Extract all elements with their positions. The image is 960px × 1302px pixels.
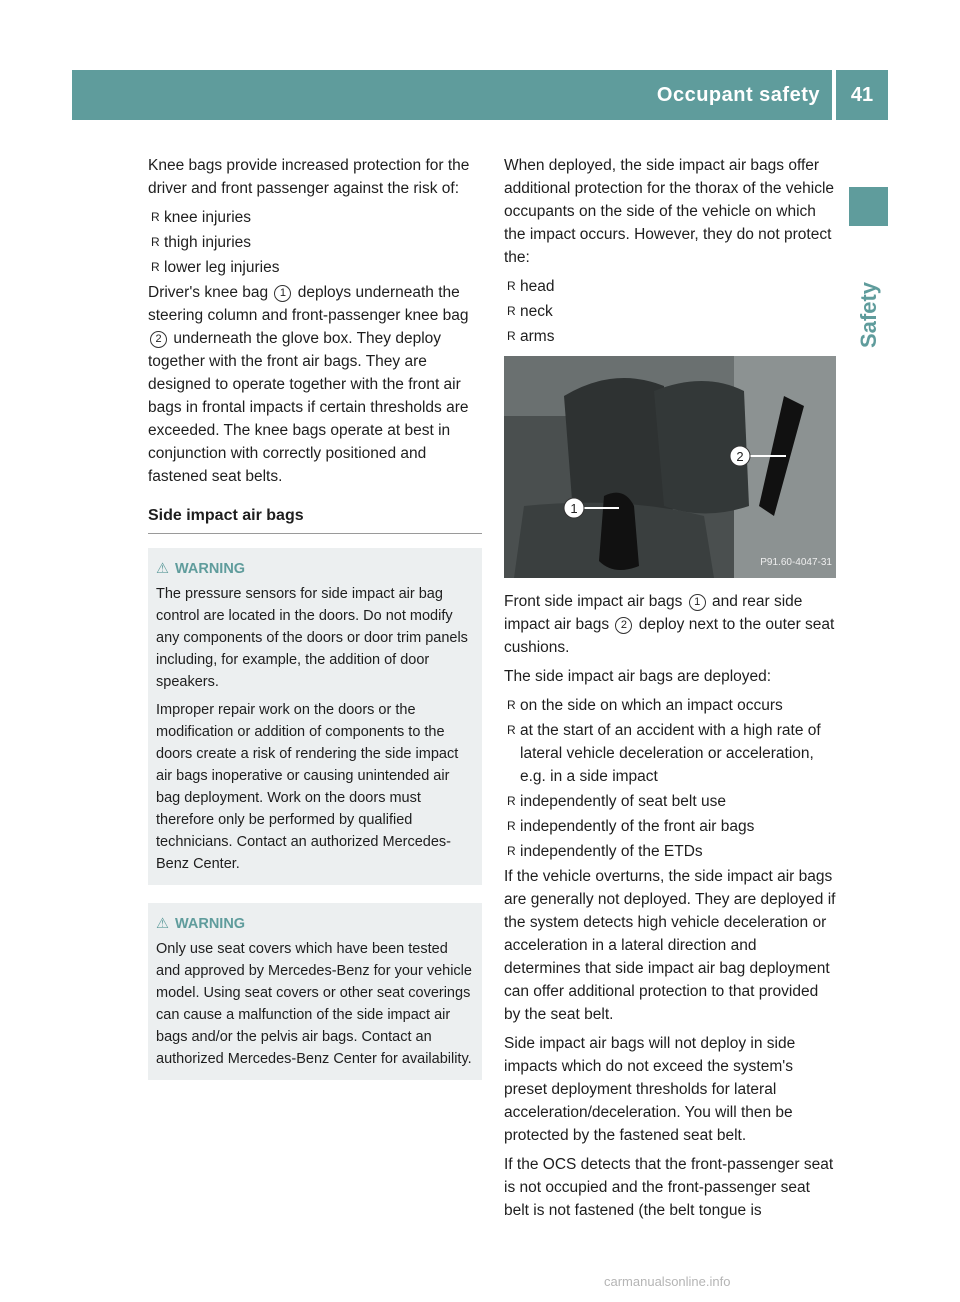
callout-1-icon: 1 xyxy=(274,285,291,302)
section-tab xyxy=(849,187,888,226)
side-impact-heading: Side impact air bags xyxy=(148,504,482,534)
bullet-marker: R xyxy=(507,844,516,858)
seat-airbag-figure xyxy=(504,356,836,578)
list-item: R lower leg injuries xyxy=(148,256,482,279)
knee-injury-list xyxy=(148,206,482,279)
knee-bags-intro: Knee bags provide increased protection for the driver and front passenger against the risk of: xyxy=(148,157,470,197)
list-item: R independently of seat belt use xyxy=(504,790,836,813)
bullet-marker: R xyxy=(507,794,516,808)
warning-text: Improper repair work on the doors or the modification or addition of components to the doors create a risk of rendering the side impact air bags inoperative or causing unintended air bag deployment. Work on the doors must therefore only be performed by qualified technicians. Contact an authorized Mercedes-Benz Center. xyxy=(156,702,459,872)
callout-2-icon: 2 xyxy=(615,617,632,634)
warning-header: ⚠ WARNING xyxy=(156,916,246,932)
side-bags-intro: When deployed, the side impact air bags offer additional protection for the thorax of the vehicle occupants on the side of the vehicle on which the impact occurs. However, they do not protect the: xyxy=(504,157,835,266)
list-item: R independently of the ETDs xyxy=(504,840,836,863)
page-title: Occupant safety xyxy=(656,84,820,106)
callout-2-label: 2 xyxy=(736,449,744,464)
list-item: R independently of the front air bags xyxy=(504,815,836,838)
figure-caption: Front side impact air bags 1 and rear side impact air bags 2 deploy next to the outer seat cushions. xyxy=(504,593,835,656)
callout-2-icon: 2 xyxy=(150,331,167,348)
ocs-paragraph: If the OCS detects that the front-passenger seat is not occupied and the front-passenger seat belt is not fastened (the belt tongue is xyxy=(504,1156,834,1219)
bullet-marker: R xyxy=(507,304,516,318)
warning-triangle-icon: ⚠ xyxy=(156,561,169,577)
seat-photo-illustration xyxy=(504,356,836,578)
list-item: R thigh injuries xyxy=(148,231,482,254)
callout-1-label: 1 xyxy=(570,501,578,516)
figure-code: P91.60-4047-31 xyxy=(760,557,832,568)
left-column xyxy=(148,154,482,1080)
right-column xyxy=(504,154,836,1228)
list-item: R knee injuries xyxy=(148,206,482,229)
watermark: carmanualsonline.info xyxy=(604,1274,731,1289)
warning-header: ⚠ WARNING xyxy=(156,561,246,577)
bullet-marker: R xyxy=(151,235,160,249)
list-item: R on the side on which an impact occurs xyxy=(504,694,836,717)
list-item: R head xyxy=(504,275,836,298)
warning-box-seat-covers xyxy=(148,903,482,1080)
warning-triangle-icon: ⚠ xyxy=(156,916,169,932)
warning-text: Only use seat covers which have been tested and approved by Mercedes-Benz for your vehicle model. Using seat covers or other seat coverings can cause a malfunction of the side impact air bags and/or the pelvis air bags. Contact an authorized Mercedes-Benz Center for availability. xyxy=(156,941,472,1067)
knee-bag-deploy-paragraph: Driver's knee bag 1 deploys underneath the steering column and front-passenger knee bag 2 underneath the glove box. They deploy together with the front air bags. They are designed to operate together with the front air bags in frontal impacts if certain thresholds are exceeded. The knee bags operate at best in conjunction with correctly positioned and fastened seat belts. xyxy=(148,284,469,485)
list-item: R neck xyxy=(504,300,836,323)
overturn-paragraph: If the vehicle overturns, the side impact air bags are generally not deployed. They are deployed if the system detects high vehicle deceleration or acceleration in a lateral direction and determines that side impact air bag deployment can offer additional protection to that provided by the seat belt. xyxy=(504,868,836,1023)
bullet-marker: R xyxy=(151,210,160,224)
deployed-intro: The side impact air bags are deployed: xyxy=(504,668,772,685)
bullet-marker: R xyxy=(151,260,160,274)
warning-box-door-sensors xyxy=(148,548,482,885)
not-protected-list xyxy=(504,275,836,348)
bullet-marker: R xyxy=(507,698,516,712)
callout-1-marker xyxy=(564,498,584,518)
bullet-marker: R xyxy=(507,279,516,293)
section-label: Safety xyxy=(856,281,881,349)
thresholds-paragraph: Side impact air bags will not deploy in side impacts which do not exceed the system's preset deployment thresholds for lateral acceleration/deceleration. You will then be protected by the fastened seat belt. xyxy=(504,1035,796,1144)
callout-2-marker xyxy=(730,446,750,466)
bullet-marker: R xyxy=(507,819,516,833)
warning-text: The pressure sensors for side impact air bag control are located in the doors. Do not modify any components of the doors or door trim panels including, for example, the addition of door speakers. xyxy=(156,586,468,690)
bullet-marker: R xyxy=(507,723,516,737)
deployment-conditions-list xyxy=(504,694,836,863)
list-item: R at the start of an accident with a high rate of lateral vehicle deceleration or acceleration, e.g. in a side impact xyxy=(504,719,836,788)
page-number: 41 xyxy=(850,84,874,106)
callout-1-icon: 1 xyxy=(689,594,706,611)
list-item: R arms xyxy=(504,325,836,348)
bullet-marker: R xyxy=(507,329,516,343)
